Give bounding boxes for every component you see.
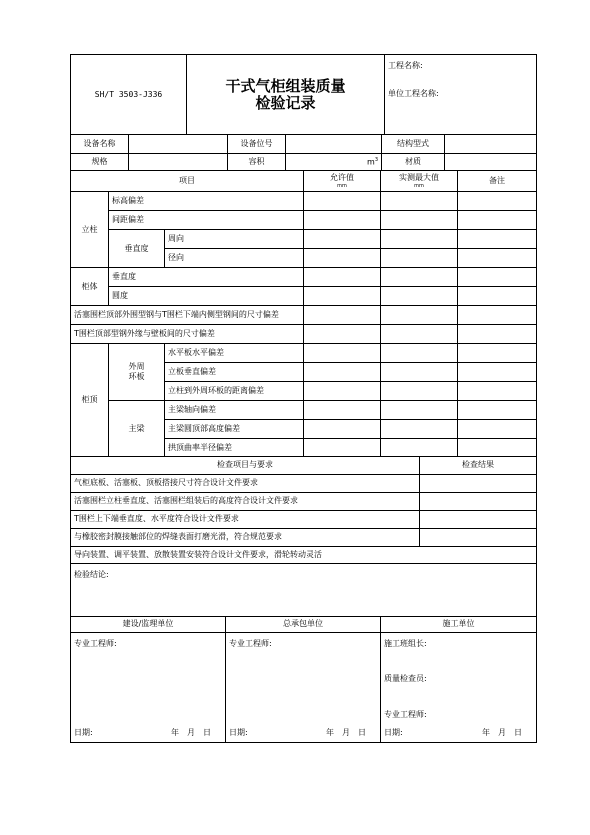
measured-cell[interactable] [381,325,458,344]
measured-cell[interactable] [381,211,458,230]
sign-col-construction: 施工单位 [381,617,537,633]
row-beam-top-height: 主梁圆顶部高度偏差 [165,420,304,439]
group-body: 柜体 [71,268,109,306]
form-title [187,55,385,135]
row-ring-plate-vertical: 立板垂直偏差 [165,363,304,382]
measured-cell[interactable] [381,230,458,249]
measured-cell[interactable] [381,401,458,420]
inspection-result[interactable] [420,474,537,492]
remark-cell[interactable] [458,306,537,325]
allowed-cell[interactable] [304,230,381,249]
allowed-cell[interactable] [304,325,381,344]
remark-cell[interactable] [458,249,537,268]
row-ring-level: 水平板水平偏差 [165,344,304,363]
measured-unit: mm [414,182,424,189]
construction-date-label: 日期: [384,728,403,737]
contractor-engineer-label: 专业工程师: [229,639,272,648]
remark-cell[interactable] [458,344,537,363]
remark-cell[interactable] [458,439,537,457]
measured-cell[interactable] [381,249,458,268]
row-elev-dev: 标高偏差 [109,192,304,211]
remark-header: 备注 [458,171,537,192]
inspection-table [70,457,537,617]
material-value[interactable] [445,153,537,170]
remark-cell[interactable] [458,325,537,344]
volume-unit-sup: 3 [374,157,378,164]
equipment-position-label: 设备位号 [228,135,286,153]
row-piston-rail: 活塞围栏顶部外围型钢与T围栏下端内侧型钢间的尺寸偏差 [71,306,304,325]
inspection-result-header: 检查结果 [420,457,537,474]
allowed-cell[interactable] [304,211,381,230]
project-info [385,55,537,135]
qc-label: 质量检查员: [384,674,427,683]
contractor-date-label: 日期: [229,728,248,737]
equipment-name-label: 设备名称 [71,135,129,153]
volume-unit: m [367,157,375,167]
structure-type-label: 结构型式 [382,135,445,153]
allowed-unit: mm [337,182,347,189]
inspection-result[interactable] [420,510,537,528]
inspection-item: 与橡胶密封膜接触部位的焊缝表面打磨光滑，符合规范要求 [71,528,420,546]
row-spacing-dev: 间距偏差 [109,211,304,230]
owner-date-label: 日期: [74,728,93,737]
equipment-name-value[interactable] [129,135,228,153]
remark-cell[interactable] [458,192,537,211]
construction-date-row [384,728,522,738]
inspection-item: 导向装置、调平装置、放散装置安装符合设计文件要求，滑轮转动灵活 [71,546,537,563]
form-code: SH/T 3503-J336 [71,55,187,135]
row-body-round: 圆度 [109,287,304,306]
allowed-cell[interactable] [304,192,381,211]
group-main-beam: 主梁 [109,401,165,457]
unit-project-label: 单位工程名称: [388,89,439,98]
inspection-item: T围栏上下端垂直度、水平度符合设计文件要求 [71,510,420,528]
measured-cell[interactable] [381,287,458,306]
group-verticality: 垂直度 [109,230,165,268]
title-line-2: 检验记录 [255,93,316,112]
remark-cell[interactable] [458,363,537,382]
row-ring-distance: 立柱到外周环板的距离偏差 [165,382,304,401]
inspection-form [70,54,536,743]
measurement-table [70,171,537,458]
volume-label: 容积 [228,153,286,170]
measured-cell[interactable] [381,306,458,325]
allowed-header [304,171,381,192]
allowed-cell[interactable] [304,439,381,457]
row-arch-radius: 拱顶曲率半径偏差 [165,439,304,457]
measured-cell[interactable] [381,363,458,382]
spec-label: 规格 [71,153,129,170]
allowed-cell[interactable] [304,268,381,287]
volume-value[interactable] [286,153,382,170]
inspection-item-header: 检查项目与要求 [71,457,420,474]
sign-owner[interactable] [71,633,226,743]
sign-contractor[interactable] [226,633,381,743]
remark-cell[interactable] [458,287,537,306]
form-header [70,54,537,135]
remark-cell[interactable] [458,230,537,249]
row-beam-axis: 主梁轴向偏差 [165,401,304,420]
inspection-item: 活塞围栏立柱垂直度、活塞围栏组装后的高度符合设计文件要求 [71,492,420,510]
contractor-date-parts: 年 月 日 [326,728,366,737]
team-leader-label: 施工班组长: [384,639,427,648]
row-body-vertical: 垂直度 [109,268,304,287]
construction-engineer-label: 专业工程师: [384,710,427,719]
row-t-rail: T围栏顶部型钢外缘与壁板间的尺寸偏差 [71,325,304,344]
measured-cell[interactable] [381,268,458,287]
spec-value[interactable] [129,153,228,170]
remark-cell[interactable] [458,268,537,287]
allowed-label: 允许值 [330,172,355,182]
remark-cell[interactable] [458,211,537,230]
measured-cell[interactable] [381,439,458,457]
allowed-cell[interactable] [304,344,381,363]
allowed-cell[interactable] [304,401,381,420]
owner-engineer-label: 专业工程师: [74,639,117,648]
construction-date-parts: 年 月 日 [482,728,522,737]
signature-table [70,617,537,744]
contractor-date-row [229,728,366,738]
remark-cell[interactable] [458,382,537,401]
item-header: 项目 [71,171,304,192]
equipment-info [70,135,537,171]
allowed-cell[interactable] [304,420,381,439]
allowed-cell[interactable] [304,306,381,325]
measured-label: 实测最大值 [399,172,440,182]
inspection-conclusion[interactable]: 检验结论: [71,563,537,616]
measured-cell[interactable] [381,382,458,401]
measured-header [381,171,458,192]
inspection-result[interactable] [420,492,537,510]
group-column: 立柱 [71,192,109,268]
remark-cell[interactable] [458,401,537,420]
material-label: 材质 [382,153,445,170]
allowed-cell[interactable] [304,249,381,268]
allowed-cell[interactable] [304,363,381,382]
row-radial: 径向 [165,249,304,268]
row-circumferential: 周向 [165,230,304,249]
measured-cell[interactable] [381,344,458,363]
equipment-position-value[interactable] [286,135,382,153]
owner-date-row [74,728,211,738]
allowed-cell[interactable] [304,382,381,401]
sign-construction[interactable] [381,633,537,743]
measured-cell[interactable] [381,420,458,439]
group-outer-ring: 外周 环板 [109,344,165,401]
inspection-result[interactable] [420,528,537,546]
project-name-label: 工程名称: [388,61,423,70]
group-top: 柜顶 [71,344,109,457]
structure-type-value[interactable] [445,135,537,153]
title-line-1: 干式气柜组装质量 [225,76,346,95]
owner-date-parts: 年 月 日 [171,728,211,737]
sign-col-contractor: 总承包单位 [226,617,381,633]
inspection-item: 气柜底板、活塞板、顶板搭接尺寸符合设计文件要求 [71,474,420,492]
remark-cell[interactable] [458,420,537,439]
allowed-cell[interactable] [304,287,381,306]
sign-col-owner: 建设/监理单位 [71,617,226,633]
measured-cell[interactable] [381,192,458,211]
